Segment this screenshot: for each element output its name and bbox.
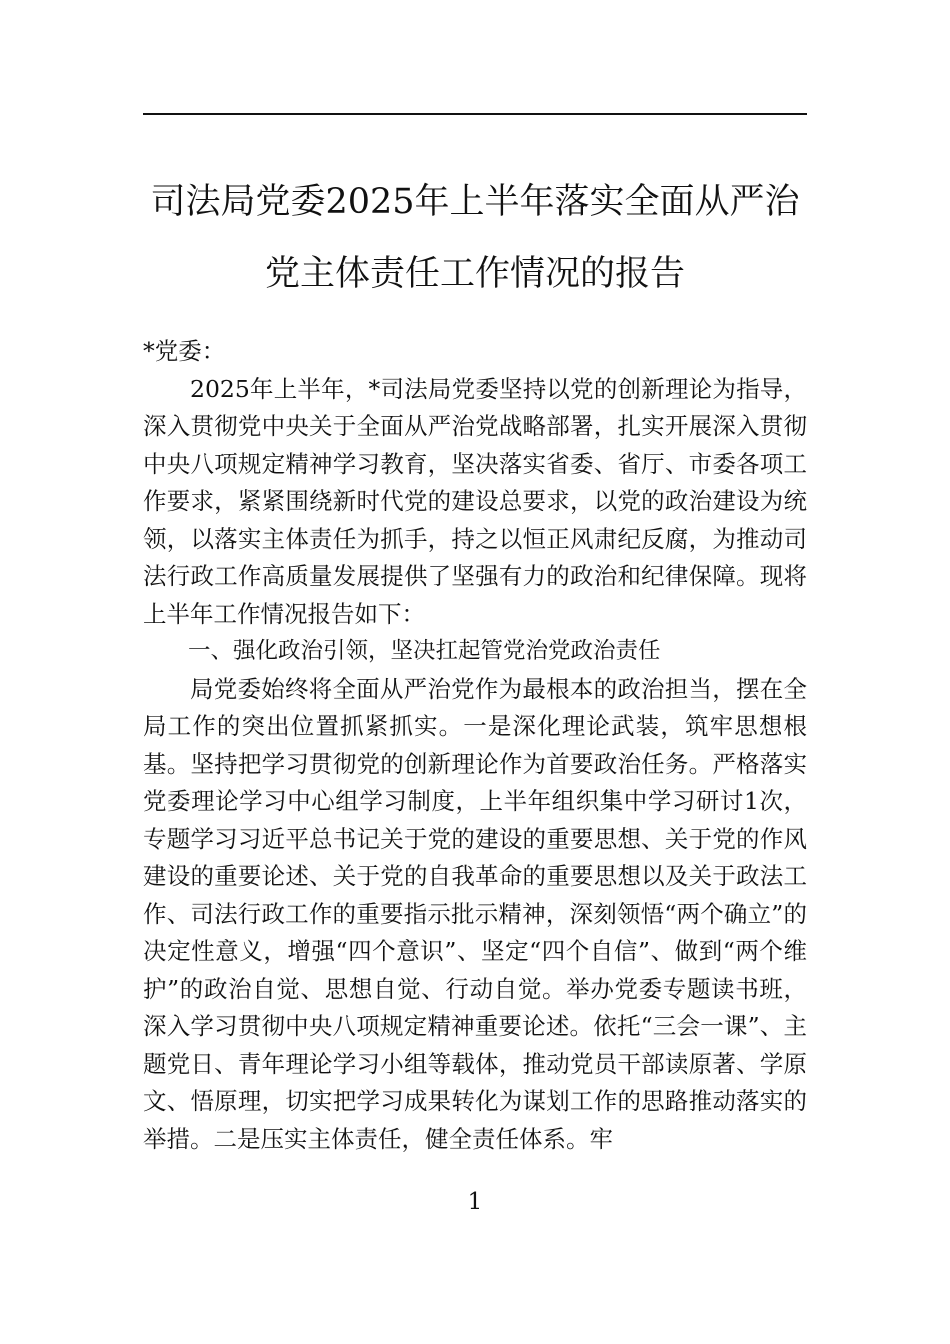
title-line-2: 党主体责任工作情况的报告 bbox=[264, 254, 685, 294]
document-body bbox=[143, 333, 807, 1158]
title-line-1: 司法局党委2025年上半年落实全面从严治 bbox=[150, 182, 800, 222]
page-number: 1 bbox=[467, 1189, 483, 1215]
section-heading: 一、强化政治引领，坚决扛起管党治党政治责任 bbox=[188, 638, 661, 664]
document-title bbox=[143, 166, 807, 310]
intro-paragraph: 2025年上半年，*司法局党委坚持以党的创新理论为指导，深入贯彻党中央关于全面从严治党战略部署，扎实开展深入贯彻中央八项规定精神学习教育，坚决落实省委、省厅、市委各项工作要求，紧紧围绕新时代党的建设总要求，以党的政治建设为统领，以落实主体责任为抓手，持之以恒正风肃纪反腐，为推动司法行政工作高质量发展提供了坚强有力的政治和纪律保障。现将上半年工作情况报告如下： bbox=[143, 374, 807, 628]
salutation: *党委： bbox=[143, 337, 226, 365]
header-rule bbox=[143, 113, 807, 115]
section-paragraph: 局党委始终将全面从严治党作为最根本的政治担当，摆在全局工作的突出位置抓紧抓实。一是深化理论武装，筑牢思想根基。坚持把学习贯彻党的创新理论作为首要政治任务。严格落实党委理论学习中心组学习制度，上半年组织集中学习研讨1次，专题学习习近平总书记关于党的建设的重要思想、关于党的作风建设的重要论述、关于党的自我革命的重要思想以及关于政法工作、司法行政工作的重要指示批示精神，深刻领悟“两个确立”的决定性意义，增强“四个意识”、坚定“四个自信”、做到“两个维护”的政治自觉、思想自觉、行动自觉。举办党委专题读书班，深入学习贯彻中央八项规定精神重要论述。依托“三会一课”、主题党日、青年理论学习小组等载体，推动党员干部读原著、学原文、悟原理，切实把学习成果转化为谋划工作的思路推动落实的举措。二是压实主体责任，健全责任体系。牢 bbox=[143, 674, 807, 1153]
